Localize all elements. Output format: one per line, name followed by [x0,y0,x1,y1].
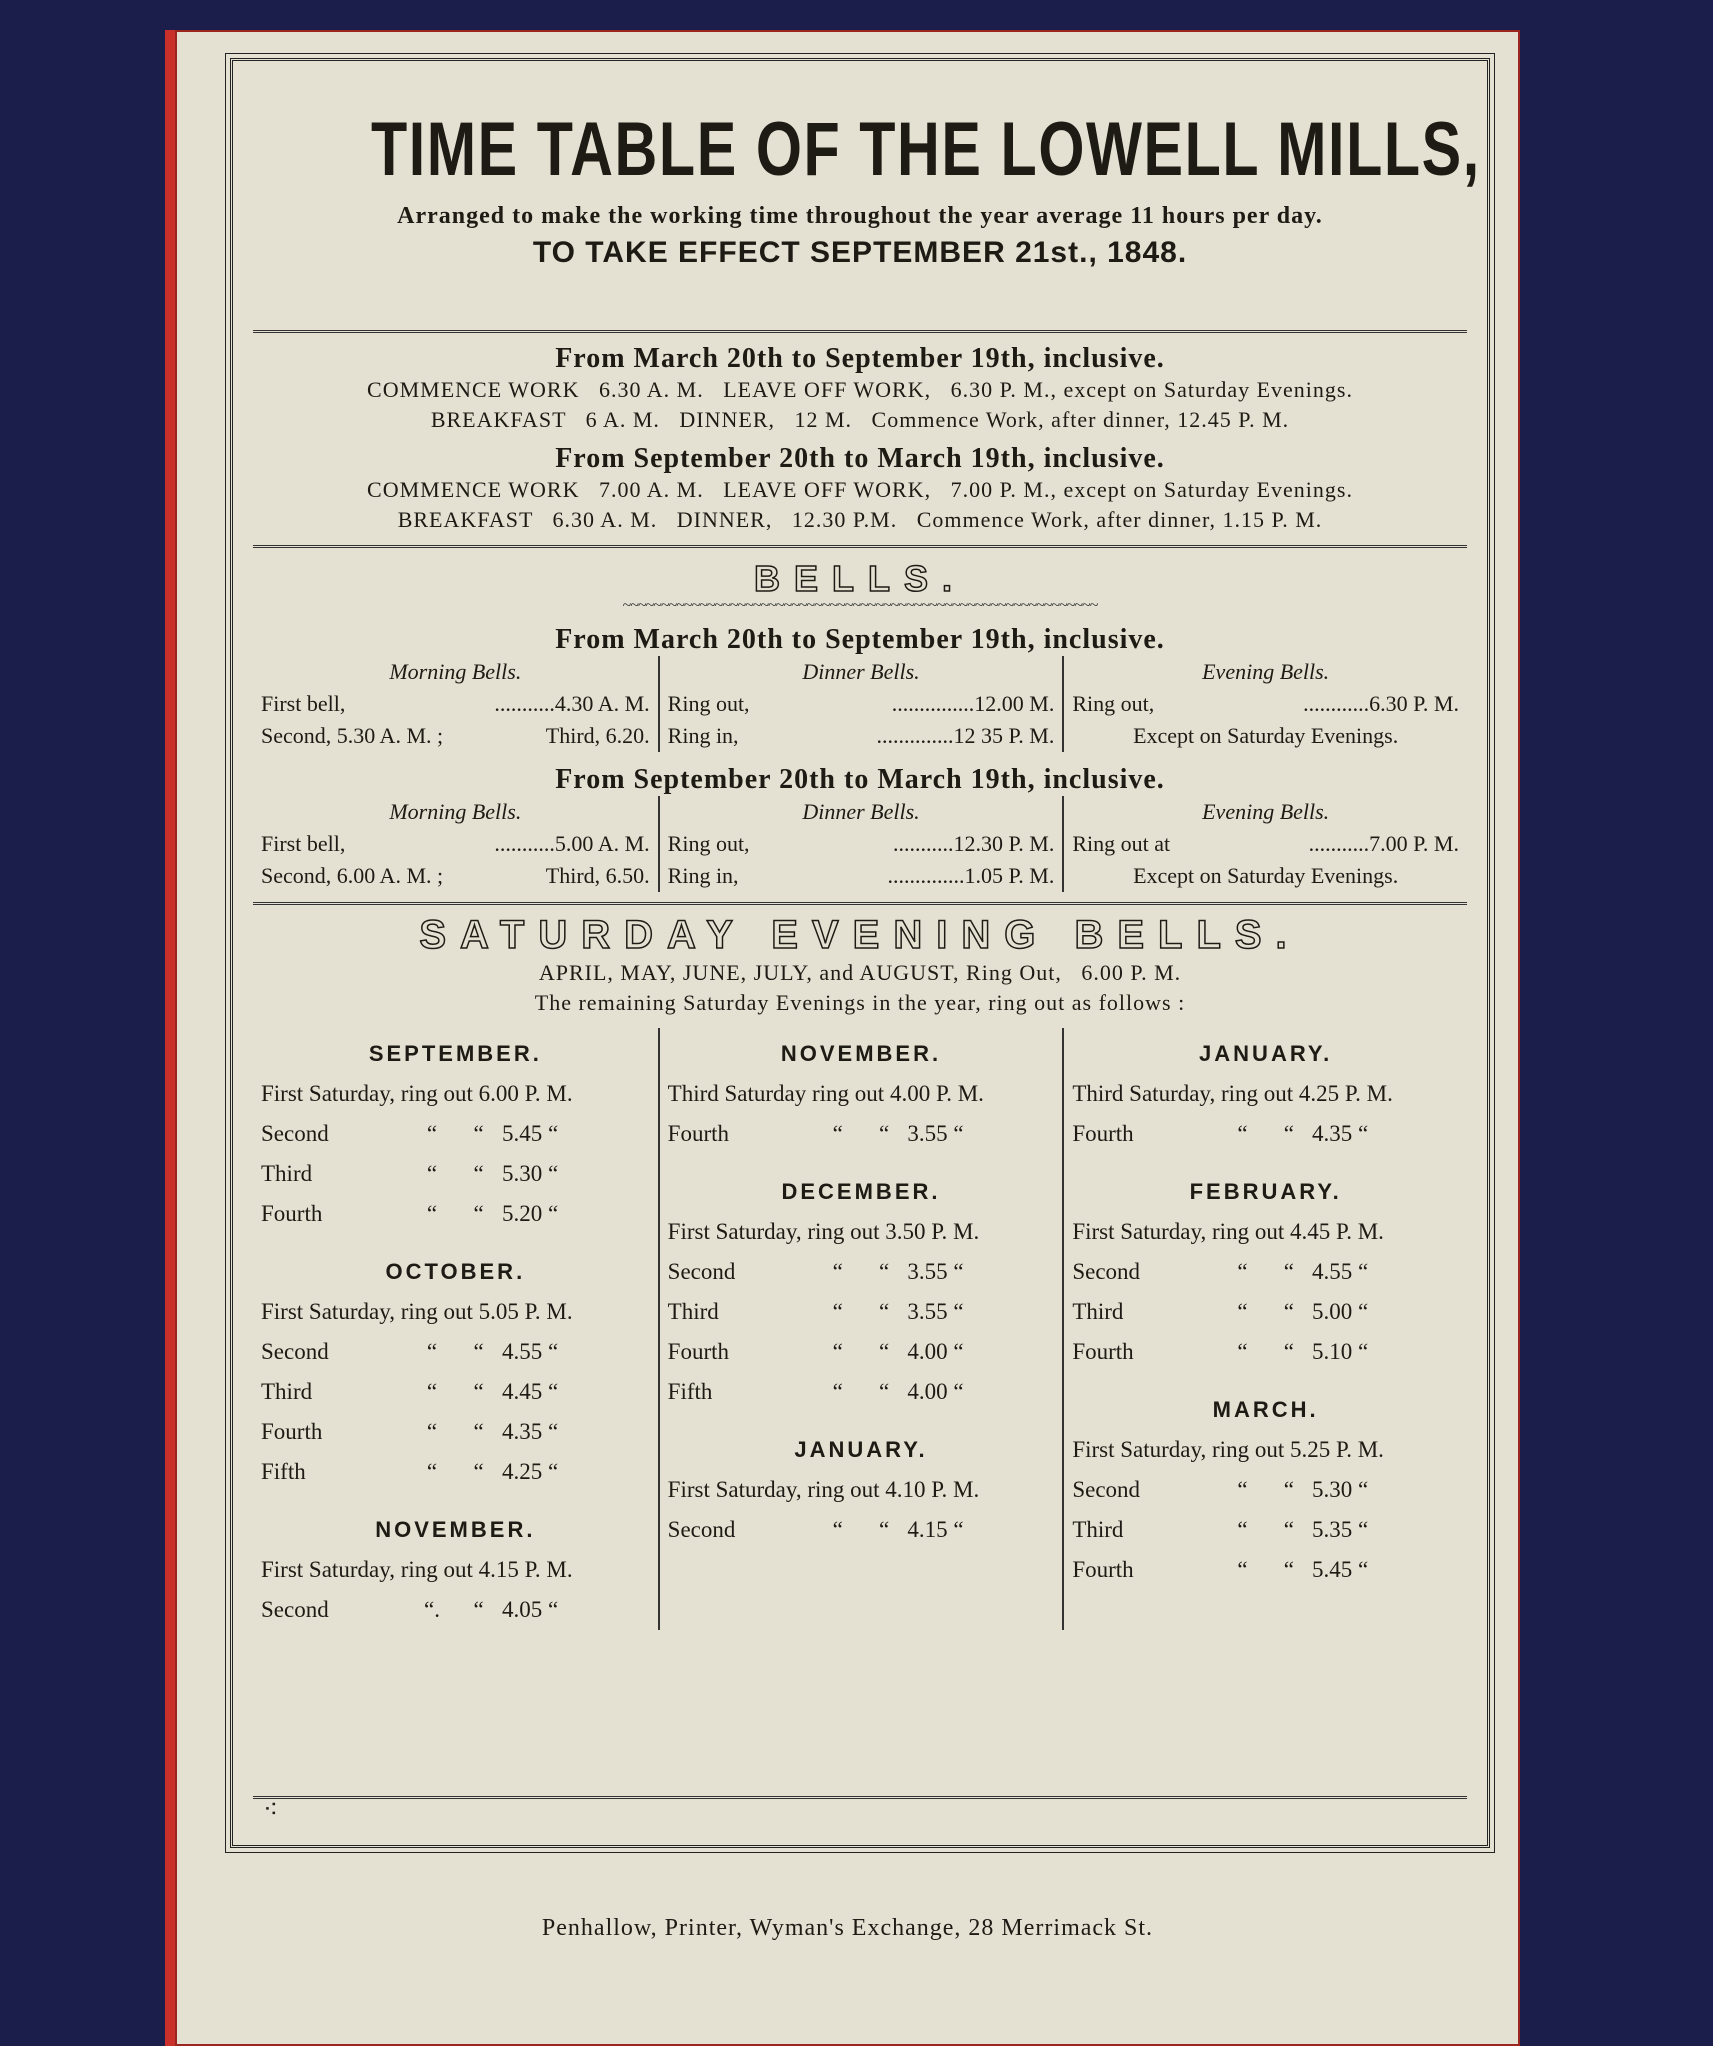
red-mat-border [165,30,1520,2046]
first-saturday-row: Third Saturday ring out 4.00 P. M. [667,1081,984,1106]
saturday-row [1072,1114,1459,1154]
ring-time: 5.00 “ [1312,1299,1369,1324]
first-saturday-row: Third Saturday, ring out 4.25 P. M. [1072,1081,1393,1106]
evening-bells [1062,656,1467,752]
ornament-dots: ⁖ [263,1795,279,1824]
bell-label: Ring out, [667,691,750,716]
ditto-mark: “ [473,1161,484,1186]
ditto-mark: “ [426,1161,438,1186]
bell-row [261,828,650,860]
bell-time: ...............12.00 M. [891,691,1055,716]
saturday-row [261,1412,650,1452]
bell-time: ...........7.00 P. M. [1308,831,1459,856]
ring-time: 4.45 “ [501,1379,559,1404]
wavy-ornament: ~~~~~~~~~~~~~~~~~~~~~~~~~~~~~~~~~~~~~~~~~~~~~~~~~~~~~~~~~~~~~~ [622,597,1098,614]
saturday-ordinal: Fourth [1072,1557,1134,1582]
ditto-mark: “ [832,1339,843,1364]
dinner-bells [658,656,1063,752]
ditto-mark: “ [426,1121,438,1146]
subtitle: Arranged to make the working time throughout the year average 11 hours per day. [397,203,1323,229]
morning-bells [253,796,658,892]
ditto-mark: “ [426,1459,438,1484]
bell-row [668,720,1055,752]
period-heading: From September 20th to March 19th, inclusive. [555,764,1165,795]
work-period-summer [233,343,1487,435]
month-name: DECEMBER. [781,1179,941,1204]
saturday-ordinal: Third [261,1379,313,1404]
column-heading: Dinner Bells. [802,659,920,684]
ring-time: 5.45 “ [1312,1557,1369,1582]
ring-time: 5.30 “ [501,1161,559,1186]
bell-time: Third, 6.20. [545,723,650,748]
saturday-ordinal: Second [1072,1259,1141,1284]
ditto-mark: “ [426,1201,438,1226]
month-name: FEBRUARY. [1189,1179,1342,1204]
saturday-row [261,1154,650,1194]
ring-time: 5.30 “ [1312,1477,1369,1502]
dinner-bells [658,796,1063,892]
ditto-mark: “. [424,1597,440,1622]
saturday-row [668,1292,1055,1332]
column-heading: Dinner Bells. [802,799,920,824]
ditto-mark: “ [1283,1339,1294,1364]
bell-time: ...........12.30 P. M. [892,831,1055,856]
divider [253,902,1467,905]
ditto-mark: “ [832,1379,843,1404]
ditto-mark: “ [473,1419,484,1444]
ditto-mark: “ [879,1517,890,1542]
ditto-mark: “ [426,1379,438,1404]
saturday-row [1072,1550,1459,1590]
saturday-ordinal: Fourth [1072,1339,1134,1364]
ditto-mark: “ [832,1299,843,1324]
ditto-mark: “ [879,1259,890,1284]
bell-time: ..............12 35 P. M. [876,723,1055,748]
saturday-ordinal: Second [261,1339,329,1364]
bell-label: Ring in, [667,863,739,888]
month-column [1062,1028,1467,1630]
ring-time: 4.00 “ [907,1339,964,1364]
first-saturday-row: First Saturday, ring out 5.05 P. M. [261,1299,573,1324]
ring-time: 4.55 “ [501,1339,559,1364]
evening-bells [1062,796,1467,892]
first-saturday-row: First Saturday, ring out 3.50 P. M. [667,1219,980,1244]
ring-time: 3.55 “ [907,1299,964,1324]
saturday-row [1072,1510,1459,1550]
ring-time: 4.05 “ [501,1597,559,1622]
ditto-mark: “ [1237,1299,1248,1324]
divider [253,545,1467,548]
bell-grid [253,796,1467,892]
saturday-row [261,1194,650,1234]
schedule-line: COMMENCE WORK 6.30 A. M. LEAVE OFF WORK, 6.30 P. M., except on Saturday Evenings. [367,377,1353,402]
ring-time: 5.20 “ [501,1201,559,1226]
saturday-summer-line: APRIL, MAY, JUNE, JULY, and AUGUST, Ring Out, 6.00 P. M. [538,960,1182,985]
saturday-row [1072,1252,1459,1292]
ring-time: 3.55 “ [907,1259,964,1284]
saturday-months-grid [253,1028,1467,1630]
saturday-row [668,1510,1055,1550]
first-saturday-row: First Saturday, ring out 4.45 P. M. [1072,1219,1384,1244]
bell-label: Ring out, [667,831,750,856]
saturday-row [1072,1292,1459,1332]
saturday-row [668,1332,1055,1372]
schedule-line: BREAKFAST 6 A. M. DINNER, 12 M. Commence Work, after dinner, 12.45 P. M. [430,407,1290,432]
month-name: JANUARY. [1199,1041,1333,1066]
divider [253,330,1467,333]
bell-label: Ring out, [1072,691,1155,716]
saturday-ordinal: Fourth [1072,1121,1134,1146]
ditto-mark: “ [473,1379,484,1404]
ditto-mark: “ [879,1299,890,1324]
ditto-mark: “ [473,1339,484,1364]
ring-time: 4.00 “ [907,1379,964,1404]
ditto-mark: “ [473,1597,484,1622]
ditto-mark: “ [879,1379,890,1404]
column-heading: Morning Bells. [389,659,522,684]
ring-time: 4.35 “ [1312,1121,1369,1146]
saturday-row [261,1590,650,1630]
ditto-mark: “ [1237,1517,1248,1542]
ditto-mark: “ [426,1419,438,1444]
bell-label: Ring out at [1072,831,1171,856]
bell-time: Third, 6.50. [545,863,650,888]
bell-time: ............6.30 P. M. [1303,691,1459,716]
saturday-row [261,1332,650,1372]
ditto-mark: “ [473,1459,484,1484]
ring-time: 4.15 “ [907,1517,964,1542]
ditto-mark: “ [426,1339,438,1364]
ditto-mark: “ [473,1201,484,1226]
ditto-mark: “ [879,1121,890,1146]
month-name: NOVEMBER. [780,1041,942,1066]
column-heading: Morning Bells. [389,799,522,824]
bell-row [1072,828,1459,860]
bell-grid [253,656,1467,752]
work-periods [233,343,1487,535]
ditto-mark: “ [1283,1557,1294,1582]
first-saturday-row: First Saturday, ring out 5.25 P. M. [1072,1437,1384,1462]
ditto-mark: “ [1283,1477,1294,1502]
ditto-mark: “ [1283,1259,1294,1284]
ring-time: 3.55 “ [907,1121,964,1146]
bell-row [261,860,650,892]
ditto-mark: “ [1237,1557,1248,1582]
bell-row [668,828,1055,860]
saturday-ordinal: Third [1072,1299,1124,1324]
saturday-ordinal: Third [667,1299,719,1324]
saturday-ordinal: Third [261,1161,313,1186]
ditto-mark: “ [1283,1121,1294,1146]
saturday-row [1072,1332,1459,1372]
bell-row [1072,688,1459,720]
ditto-mark: “ [473,1121,484,1146]
bell-note: Except on Saturday Evenings. [1133,723,1399,748]
month-column [658,1028,1063,1630]
ring-time: 5.45 “ [501,1121,559,1146]
bell-label: Second, 6.00 A. M. ; [261,863,444,888]
period-heading: From March 20th to September 19th, inclusive. [555,343,1165,374]
saturday-ordinal: Second [1072,1477,1141,1502]
ditto-mark: “ [1237,1259,1248,1284]
month-name: OCTOBER. [385,1259,526,1284]
month-name: NOVEMBER. [375,1517,536,1542]
bells-heading: BELLS. [753,558,966,599]
column-heading: Evening Bells. [1202,799,1330,824]
first-saturday-row: First Saturday, ring out 4.10 P. M. [667,1477,980,1502]
bell-row [261,720,650,752]
bell-note: Except on Saturday Evenings. [1133,863,1399,888]
ring-time: 4.35 “ [501,1419,559,1444]
bell-row [261,688,650,720]
saturday-ordinal: Second [261,1597,329,1622]
saturday-ordinal: Second [261,1121,329,1146]
ditto-mark: “ [1237,1339,1248,1364]
morning-bells [253,656,658,752]
ring-time: 4.25 “ [501,1459,559,1484]
work-period-winter [233,443,1487,535]
bell-time: ..............1.05 P. M. [887,863,1055,888]
saturday-ordinal: Third [1072,1517,1124,1542]
ring-time: 4.55 “ [1312,1259,1369,1284]
ditto-mark: “ [832,1259,843,1284]
saturday-heading: SATURDAY EVENING BELLS. [419,913,1301,957]
month-name: MARCH. [1212,1397,1319,1422]
saturday-row [668,1372,1055,1412]
saturday-row [1072,1470,1459,1510]
saturday-ordinal: Fourth [667,1339,729,1364]
timetable-sheet [230,58,1490,1848]
effective-date: TO TAKE EFFECT SEPTEMBER 21st., 1848. [532,236,1188,269]
ditto-mark: “ [1237,1477,1248,1502]
first-saturday-row: First Saturday, ring out 4.15 P. M. [261,1557,573,1582]
saturday-ordinal: Fourth [667,1121,729,1146]
bell-label: First bell, [261,691,346,716]
period-heading: From March 20th to September 19th, inclusive. [555,624,1165,655]
bell-time: ...........5.00 A. M. [494,831,650,856]
saturday-ordinal: Fourth [261,1201,323,1226]
first-saturday-row: First Saturday, ring out 6.00 P. M. [261,1081,573,1106]
bell-row [668,688,1055,720]
page-title: TIME TABLE OF THE LOWELL MILLS, [370,107,1481,192]
saturday-row [261,1372,650,1412]
saturday-ordinal: Fourth [261,1419,323,1444]
column-heading: Evening Bells. [1202,659,1330,684]
month-name: JANUARY. [794,1437,928,1462]
bell-label: Second, 5.30 A. M. ; [261,723,444,748]
saturday-ordinal: Second [667,1259,736,1284]
bell-time: ...........4.30 A. M. [494,691,650,716]
ditto-mark: “ [1283,1299,1294,1324]
schedule-line: COMMENCE WORK 7.00 A. M. LEAVE OFF WORK, 7.00 P. M., except on Saturday Evenings. [367,477,1353,502]
ring-time: 5.35 “ [1312,1517,1369,1542]
month-name: SEPTEMBER. [368,1041,542,1066]
saturday-row [668,1114,1055,1154]
ditto-mark: “ [879,1339,890,1364]
saturday-remaining-line: The remaining Saturday Evenings in the year, ring out as follows : [534,990,1186,1015]
bell-label: First bell, [261,831,346,856]
ditto-mark: “ [1283,1517,1294,1542]
saturday-row [668,1252,1055,1292]
saturday-ordinal: Fifth [667,1379,713,1404]
printer-credit: Penhallow, Printer, Wyman's Exchange, 28 Merrimack St. [541,1915,1154,1941]
ring-time: 5.10 “ [1312,1339,1369,1364]
saturday-ordinal: Fifth [261,1459,306,1484]
ditto-mark: “ [832,1121,843,1146]
divider [253,1796,1467,1799]
saturday-ordinal: Second [667,1517,736,1542]
saturday-row [261,1452,650,1492]
bell-label: Ring in, [667,723,739,748]
bell-row [668,860,1055,892]
ditto-mark: “ [1237,1121,1248,1146]
month-column [253,1028,658,1630]
period-heading: From September 20th to March 19th, inclusive. [555,443,1165,474]
saturday-row [261,1114,650,1154]
ditto-mark: “ [832,1517,843,1542]
schedule-line: BREAKFAST 6.30 A. M. DINNER, 12.30 P.M. Commence Work, after dinner, 1.15 P. M. [397,507,1323,532]
